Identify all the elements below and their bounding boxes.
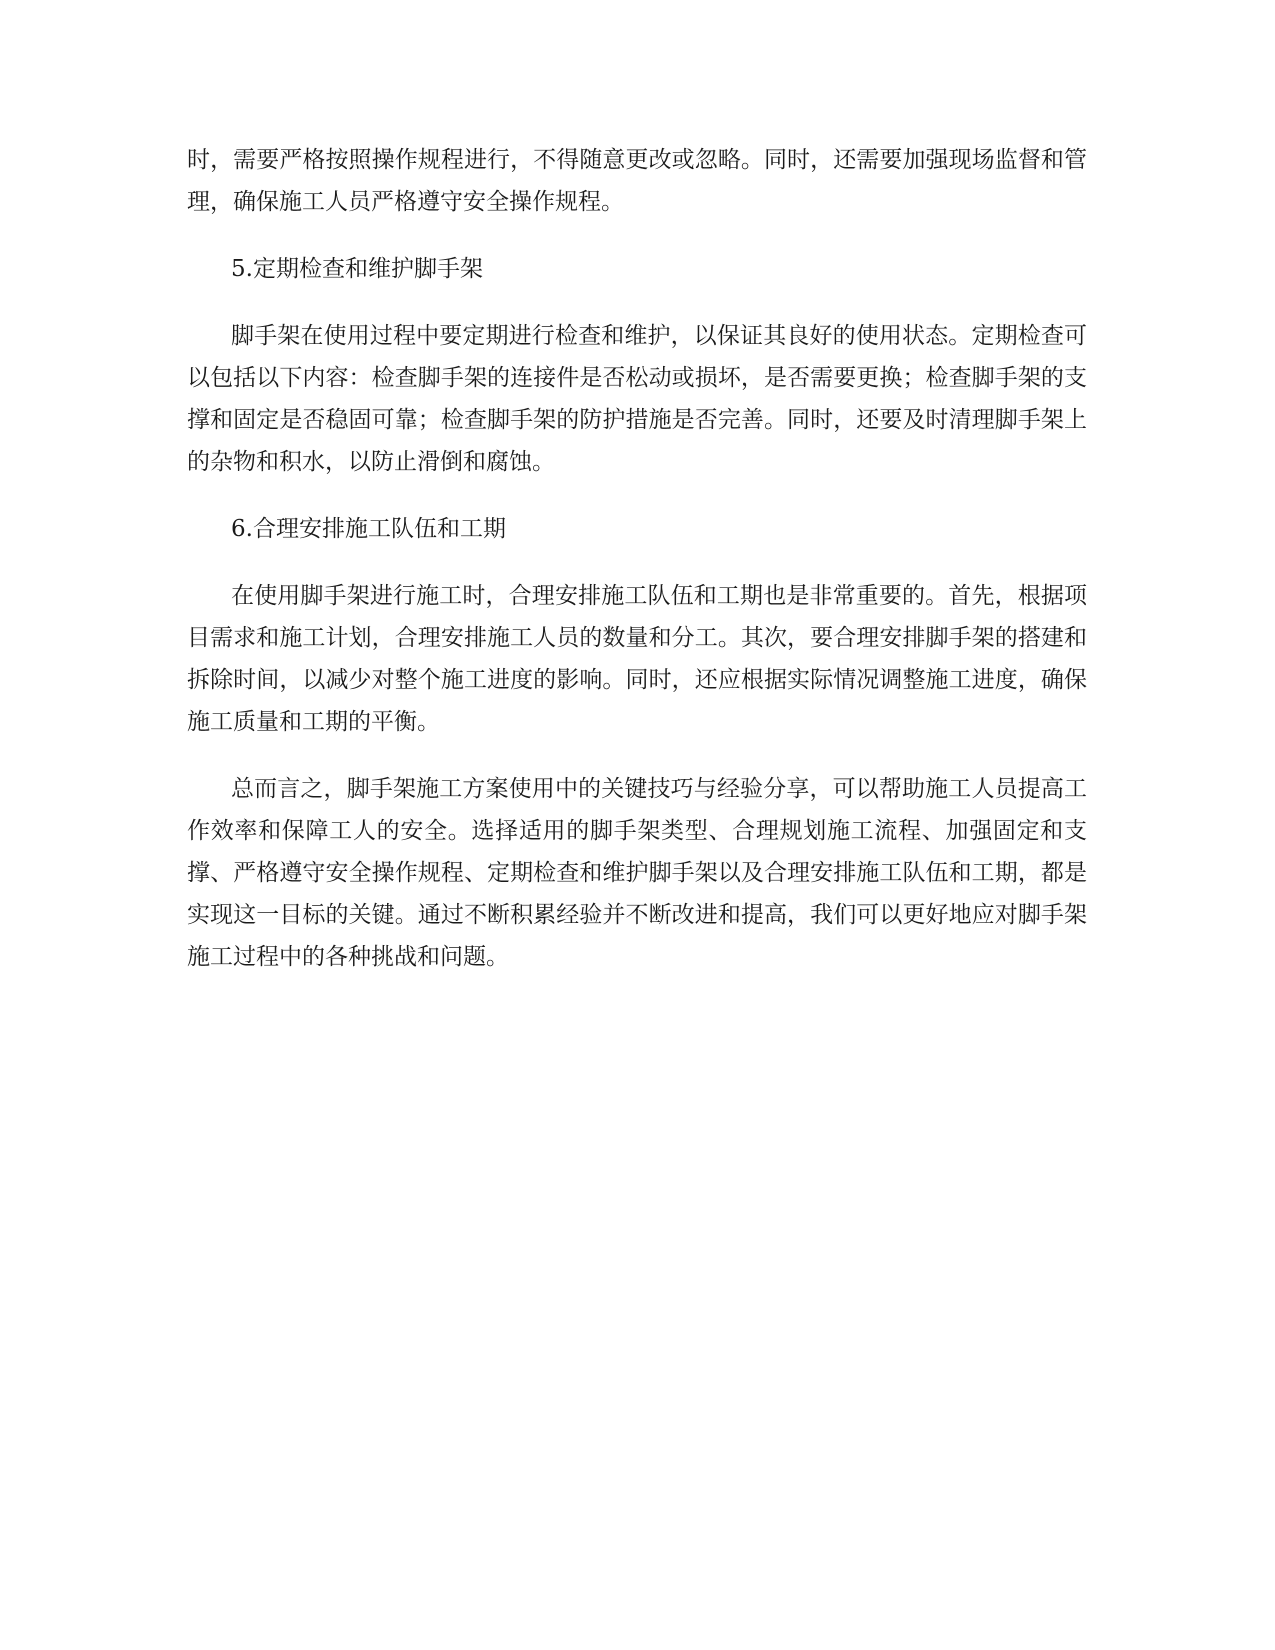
section-5-heading: 5.定期检查和维护脚手架 — [231, 256, 483, 282]
continuation-paragraph: 时，需要严格按照操作规程进行，不得随意更改或忽略。同时，还需要加强现场监督和管理，确保施工人员严格遵守安全操作规程。 — [187, 147, 1087, 215]
conclusion-paragraph: 总而言之，脚手架施工方案使用中的关键技巧与经验分享，可以帮助施工人员提高工作效率和保障工人的安全。选择适用的脚手架类型、合理规划施工流程、加强固定和支撑、严格遵守安全操作规程、定期检查和维护脚手架以及合理安排施工队伍和工期，都是实现这一目标的关键。通过不断积累经验并不断改进和提高，我们可以更好地应对脚手架施工过程中的各种挑战和问题。 — [187, 776, 1087, 970]
document-body — [187, 139, 1087, 1003]
section-6-paragraph: 在使用脚手架进行施工时，合理安排施工队伍和工期也是非常重要的。首先，根据项目需求和施工计划，合理安排施工人员的数量和分工。其次，要合理安排脚手架的搭建和拆除时间，以减少对整个施工进度的影响。同时，还应根据实际情况调整施工进度，确保施工质量和工期的平衡。 — [187, 583, 1087, 735]
section-5-paragraph: 脚手架在使用过程中要定期进行检查和维护，以保证其良好的使用状态。定期检查可以包括以下内容：检查脚手架的连接件是否松动或损坏，是否需要更换；检查脚手架的支撑和固定是否稳固可靠；检查脚手架的防护措施是否完善。同时，还要及时清理脚手架上的杂物和积水，以防止滑倒和腐蚀。 — [187, 323, 1087, 475]
section-6-heading: 6.合理安排施工队伍和工期 — [231, 516, 506, 542]
